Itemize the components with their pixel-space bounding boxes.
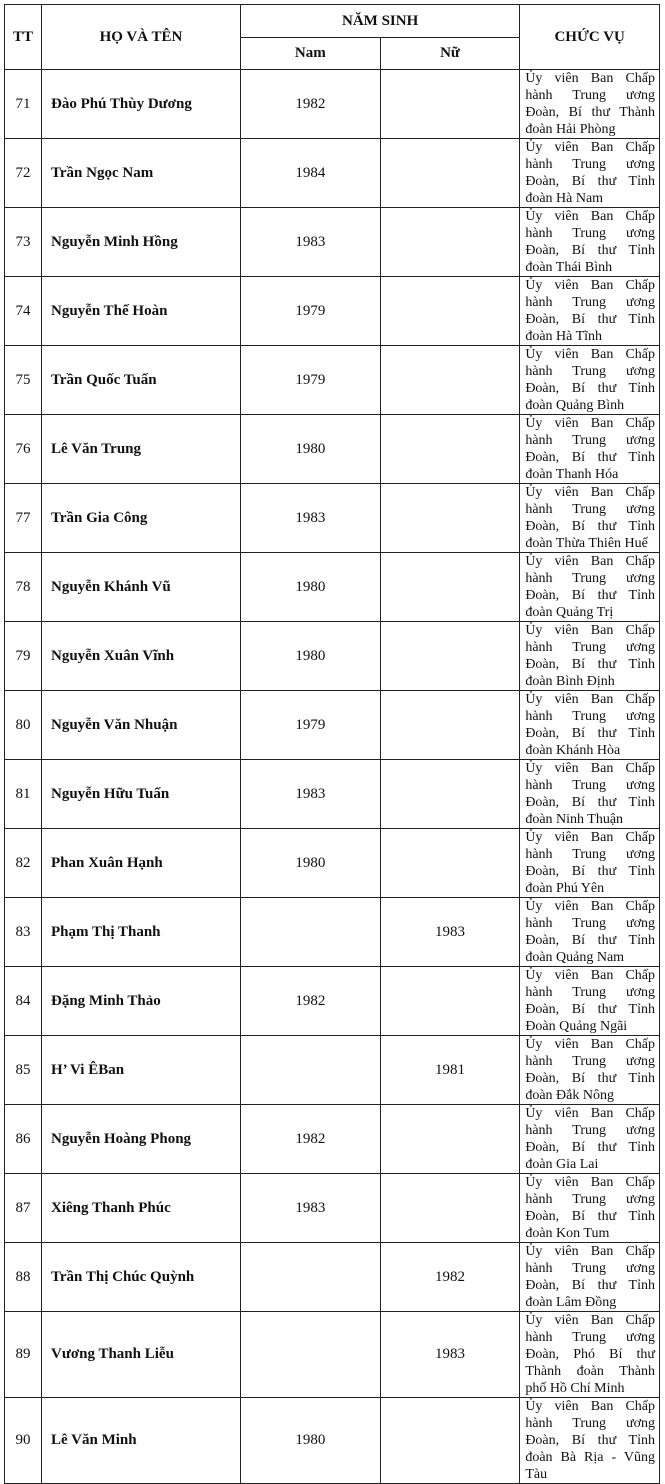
birth-year-male: 1980 [241, 553, 381, 622]
birth-year-female [380, 139, 520, 208]
position-text: Ủy viên Ban Chấp hành Trung ương Đoàn, Bí thư Tỉnh đoàn Kon Tum [520, 1174, 660, 1243]
member-name: Trần Quốc Tuấn [42, 346, 241, 415]
birth-year-female [380, 967, 520, 1036]
row-number: 88 [5, 1243, 42, 1312]
position-text: Ủy viên Ban Chấp hành Trung ương Đoàn, Bí thư Tỉnh đoàn Gia Lai [520, 1105, 660, 1174]
birth-year-male: 1980 [241, 622, 381, 691]
table-body [5, 70, 660, 1484]
birth-year-male: 1979 [241, 691, 381, 760]
member-name: Nguyễn Thế Hoàn [42, 277, 241, 346]
row-number: 75 [5, 346, 42, 415]
table-row [5, 208, 660, 277]
birth-year-male [241, 898, 381, 967]
table-row [5, 760, 660, 829]
position-text: Ủy viên Ban Chấp hành Trung ương Đoàn, Bí thư Tỉnh đoàn Thừa Thiên Huế [520, 484, 660, 553]
birth-year-male: 1980 [241, 1398, 381, 1484]
position-text: Ủy viên Ban Chấp hành Trung ương Đoàn, Bí thư Tỉnh đoàn Bình Định [520, 622, 660, 691]
birth-year-male: 1982 [241, 967, 381, 1036]
position-text: Ủy viên Ban Chấp hành Trung ương Đoàn, Bí thư Tỉnh đoàn Quảng Bình [520, 346, 660, 415]
birth-year-female [380, 829, 520, 898]
member-name: Vương Thanh Liễu [42, 1312, 241, 1398]
position-text: Ủy viên Ban Chấp hành Trung ương Đoàn, Bí thư Tỉnh đoàn Quảng Nam [520, 898, 660, 967]
table-row [5, 691, 660, 760]
header-year-group: NĂM SINH [241, 5, 520, 38]
position-text: Ủy viên Ban Chấp hành Trung ương Đoàn, Bí thư Tỉnh đoàn Lâm Đồng [520, 1243, 660, 1312]
birth-year-female [380, 484, 520, 553]
header-tt: TT [5, 5, 42, 70]
member-name: Nguyễn Văn Nhuận [42, 691, 241, 760]
birth-year-female [380, 346, 520, 415]
row-number: 79 [5, 622, 42, 691]
position-text: Ủy viên Ban Chấp hành Trung ương Đoàn, Bí thư Tỉnh đoàn Khánh Hòa [520, 691, 660, 760]
birth-year-male: 1980 [241, 829, 381, 898]
row-number: 90 [5, 1398, 42, 1484]
birth-year-female [380, 277, 520, 346]
member-name: Nguyễn Minh Hồng [42, 208, 241, 277]
member-name: Nguyễn Hữu Tuấn [42, 760, 241, 829]
row-number: 86 [5, 1105, 42, 1174]
row-number: 78 [5, 553, 42, 622]
birth-year-female [380, 415, 520, 484]
row-number: 74 [5, 277, 42, 346]
birth-year-female [380, 208, 520, 277]
member-name: Nguyễn Khánh Vũ [42, 553, 241, 622]
row-number: 84 [5, 967, 42, 1036]
table-row [5, 277, 660, 346]
table-row [5, 139, 660, 208]
birth-year-male: 1983 [241, 760, 381, 829]
birth-year-female [380, 622, 520, 691]
birth-year-male: 1982 [241, 70, 381, 139]
member-name: Phan Xuân Hạnh [42, 829, 241, 898]
position-text: Ủy viên Ban Chấp hành Trung ương Đoàn, Bí thư Tỉnh đoàn Thanh Hóa [520, 415, 660, 484]
birth-year-male: 1980 [241, 415, 381, 484]
member-name: Đào Phú Thùy Dương [42, 70, 241, 139]
table-row [5, 1243, 660, 1312]
birth-year-female [380, 553, 520, 622]
position-text: Ủy viên Ban Chấp hành Trung ương Đoàn, Bí thư Tỉnh Đoàn Quảng Ngãi [520, 967, 660, 1036]
member-name: Nguyễn Hoàng Phong [42, 1105, 241, 1174]
row-number: 71 [5, 70, 42, 139]
table-row [5, 346, 660, 415]
position-text: Ủy viên Ban Chấp hành Trung ương Đoàn, Bí thư Tỉnh đoàn Quảng Trị [520, 553, 660, 622]
table-row [5, 967, 660, 1036]
table-row [5, 1398, 660, 1484]
members-table [4, 4, 660, 1484]
table-row [5, 1036, 660, 1105]
position-text: Ủy viên Ban Chấp hành Trung ương Đoàn, Bí thư Tỉnh đoàn Hà Nam [520, 139, 660, 208]
table-row [5, 70, 660, 139]
table-row [5, 1312, 660, 1398]
member-name: Lê Văn Minh [42, 1398, 241, 1484]
position-text: Ủy viên Ban Chấp hành Trung ương Đoàn, Bí thư Thành đoàn Hải Phòng [520, 70, 660, 139]
header-male: Nam [241, 38, 381, 70]
header-name: HỌ VÀ TÊN [42, 5, 241, 70]
birth-year-male: 1979 [241, 277, 381, 346]
row-number: 87 [5, 1174, 42, 1243]
member-name: Trần Gia Công [42, 484, 241, 553]
table-row [5, 484, 660, 553]
member-name: Nguyễn Xuân Vĩnh [42, 622, 241, 691]
birth-year-male: 1983 [241, 1174, 381, 1243]
birth-year-male: 1983 [241, 208, 381, 277]
member-name: H’ Vi ÊBan [42, 1036, 241, 1105]
birth-year-female: 1983 [380, 1312, 520, 1398]
birth-year-male [241, 1312, 381, 1398]
position-text: Ủy viên Ban Chấp hành Trung ương Đoàn, Phó Bí thư Thành đoàn Thành phố Hồ Chí Minh [520, 1312, 660, 1398]
member-name: Trần Ngọc Nam [42, 139, 241, 208]
birth-year-female [380, 1105, 520, 1174]
member-name: Lê Văn Trung [42, 415, 241, 484]
birth-year-female [380, 691, 520, 760]
member-name: Đặng Minh Thảo [42, 967, 241, 1036]
position-text: Ủy viên Ban Chấp hành Trung ương Đoàn, Bí thư Tỉnh đoàn Ninh Thuận [520, 760, 660, 829]
position-text: Ủy viên Ban Chấp hành Trung ương Đoàn, Bí thư Tỉnh đoàn Thái Bình [520, 208, 660, 277]
row-number: 72 [5, 139, 42, 208]
birth-year-male: 1984 [241, 139, 381, 208]
table-row [5, 829, 660, 898]
row-number: 76 [5, 415, 42, 484]
row-number: 82 [5, 829, 42, 898]
birth-year-female: 1983 [380, 898, 520, 967]
header-female: Nữ [380, 38, 520, 70]
position-text: Ủy viên Ban Chấp hành Trung ương Đoàn, Bí thư Tỉnh đoàn Hà Tĩnh [520, 277, 660, 346]
row-number: 77 [5, 484, 42, 553]
header-row-top [5, 5, 660, 38]
member-name: Phạm Thị Thanh [42, 898, 241, 967]
birth-year-female [380, 70, 520, 139]
row-number: 81 [5, 760, 42, 829]
row-number: 73 [5, 208, 42, 277]
member-name: Xiêng Thanh Phúc [42, 1174, 241, 1243]
birth-year-female [380, 1398, 520, 1484]
header-position: CHỨC VỤ [520, 5, 660, 70]
birth-year-female: 1982 [380, 1243, 520, 1312]
birth-year-male [241, 1243, 381, 1312]
birth-year-female: 1981 [380, 1036, 520, 1105]
row-number: 89 [5, 1312, 42, 1398]
birth-year-male: 1982 [241, 1105, 381, 1174]
row-number: 80 [5, 691, 42, 760]
table-row [5, 1105, 660, 1174]
position-text: Ủy viên Ban Chấp hành Trung ương Đoàn, Bí thư Tỉnh đoàn Bà Rịa - Vũng Tàu [520, 1398, 660, 1484]
row-number: 85 [5, 1036, 42, 1105]
position-text: Ủy viên Ban Chấp hành Trung ương Đoàn, Bí thư Tỉnh đoàn Đắk Nông [520, 1036, 660, 1105]
table-row [5, 553, 660, 622]
table-row [5, 415, 660, 484]
table-row [5, 622, 660, 691]
birth-year-male [241, 1036, 381, 1105]
position-text: Ủy viên Ban Chấp hành Trung ương Đoàn, Bí thư Tỉnh đoàn Phú Yên [520, 829, 660, 898]
birth-year-male: 1979 [241, 346, 381, 415]
table-row [5, 898, 660, 967]
row-number: 83 [5, 898, 42, 967]
member-name: Trần Thị Chúc Quỳnh [42, 1243, 241, 1312]
birth-year-female [380, 1174, 520, 1243]
birth-year-male: 1983 [241, 484, 381, 553]
table-row [5, 1174, 660, 1243]
birth-year-female [380, 760, 520, 829]
